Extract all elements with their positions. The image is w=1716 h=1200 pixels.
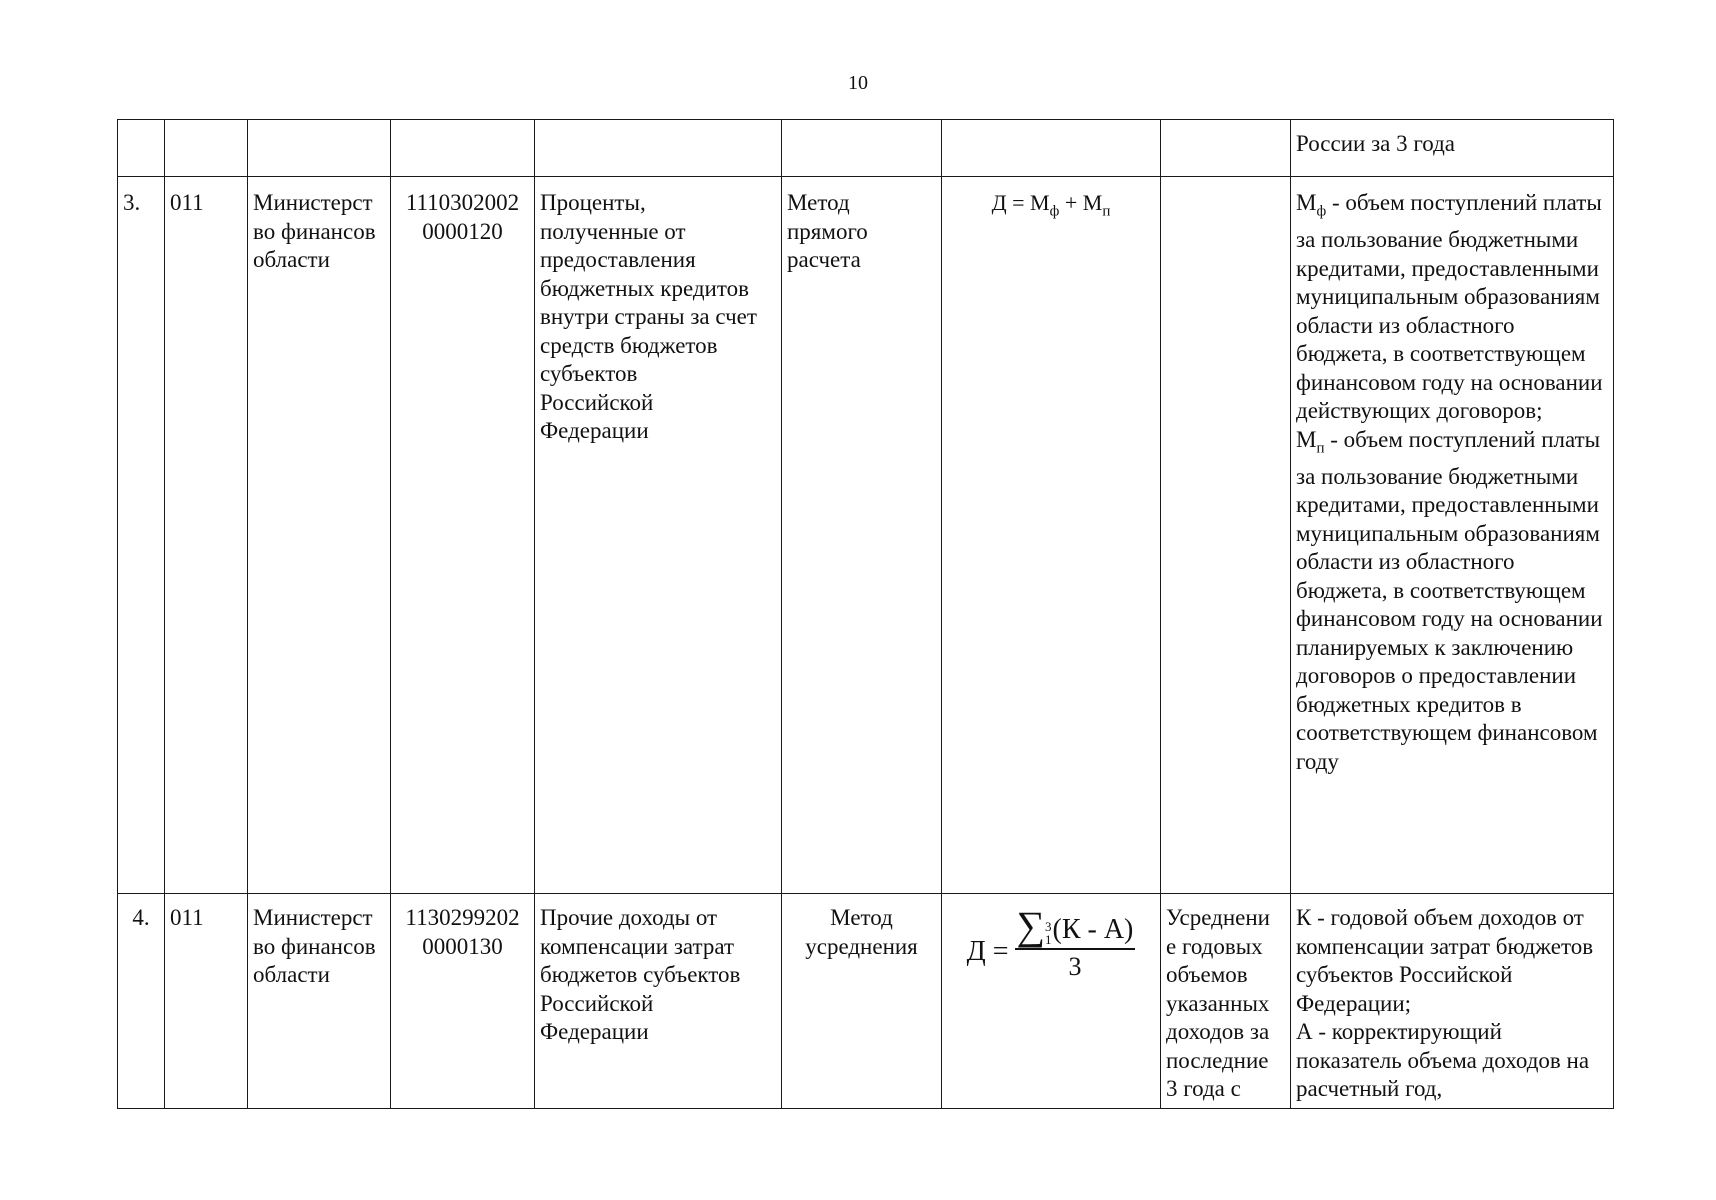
algorithm-description — [1161, 177, 1291, 894]
indicator-mf: $М_ф$ - объем поступлений платы за пользование бюджетными кредитами, предоставленными муниципальным образованиям области из областного бюджета, в соответствующем финансовом году на основании действующих договоров; — [1296, 190, 1603, 424]
formula-lhs: Д = — [966, 935, 1009, 967]
administrator-name: Министерст во финансов области — [248, 894, 391, 1109]
sigma-symbol: ∑ — [1016, 903, 1046, 948]
continuation-row — [118, 120, 1614, 177]
revenue-methods-table — [117, 119, 1614, 1109]
indicator-mp: $М_п$ - объем поступлений платы за пользование бюджетными кредитами, предоставленными муниципальным образованиям области из областного бюджета, в соответствующем финансовом году на основании планируемых к заключению договоров о предоставлении бюджетных кредитов в соответствующем финансовом году — [1296, 426, 1603, 774]
formula-cell — [942, 894, 1161, 1109]
indicators-description: К - годовой объем доходов от компенсации затрат бюджетов субъектов Российской Федерации; А - корректирующий показатель объема доходов на расчетный год, — [1291, 894, 1614, 1109]
formula-averaging — [947, 900, 1155, 990]
formula-fraction — [1015, 903, 1136, 984]
formula-numerator — [1015, 903, 1136, 950]
budget-classification-code: 1130299202 0000130 — [391, 894, 535, 1109]
cell-empty — [942, 120, 1161, 177]
administrator-name: Министерст во финансов области — [248, 177, 391, 894]
formula-cell — [942, 177, 1161, 894]
calculation-method: Метод прямого расчета — [782, 177, 942, 894]
cell-empty — [1161, 120, 1291, 177]
sum-upper-limit: 3 — [1045, 919, 1052, 934]
cell-empty — [165, 120, 248, 177]
admin-code: 011 — [165, 177, 248, 894]
table-row — [118, 177, 1614, 894]
row-number: 3. — [118, 177, 165, 894]
formula-direct: $Д = М_ф + М_п$ — [991, 190, 1111, 220]
budget-classification-code: 1110302002 0000120 — [391, 177, 535, 894]
calculation-method: Метод усреднения — [782, 894, 942, 1109]
cell-empty — [535, 120, 782, 177]
algorithm-description: Усреднени е годовых объемов указанных доходов за последние 3 года с — [1161, 894, 1291, 1109]
sum-limits — [1045, 920, 1052, 946]
cell-empty — [248, 120, 391, 177]
cell-empty — [118, 120, 165, 177]
indicators-description — [1291, 177, 1614, 894]
formula-denominator: 3 — [1068, 952, 1082, 981]
page-number: 10 — [848, 72, 868, 94]
sum-body: (К - А) — [1052, 914, 1134, 945]
cell-empty — [782, 120, 942, 177]
sum-lower-limit: 1 — [1045, 932, 1052, 947]
row-number: 4. — [118, 894, 165, 1109]
revenue-name: Проценты, полученные от предоставления бюджетных кредитов внутри страны за счет средств бюджетов субъектов Российской Федерации — [535, 177, 782, 894]
continuation-note: России за 3 года — [1291, 120, 1614, 177]
revenue-name: Прочие доходы от компенсации затрат бюджетов субъектов Российской Федерации — [535, 894, 782, 1109]
table-row — [118, 894, 1614, 1109]
admin-code: 011 — [165, 894, 248, 1109]
cell-empty — [391, 120, 535, 177]
